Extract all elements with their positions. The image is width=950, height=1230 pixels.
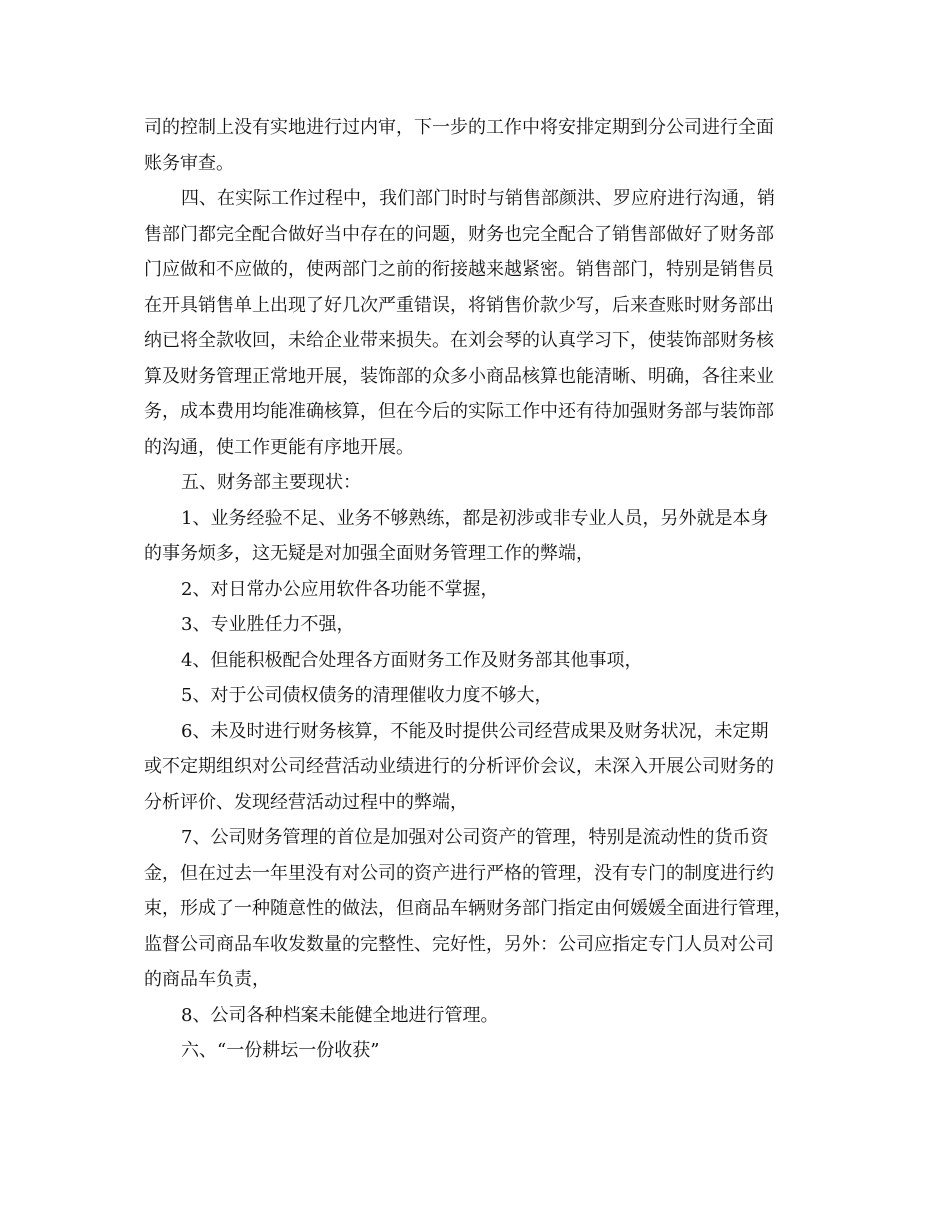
text-line: 2、对日常办公应用软件各功能不掌握， xyxy=(181,578,499,600)
text-line: 五、财务部主要现状： xyxy=(181,472,361,493)
text-line: 门应做和不应做的，使两部门之前的衔接越来越紧密。销售部门，特别是销售员 xyxy=(144,259,774,280)
text-line: 四、在实际工作过程中，我们部门时时与销售部颜洪、罗应府进行沟通，销 xyxy=(181,188,775,209)
text-line: 5、对于公司债权债务的清理催收力度不够大， xyxy=(181,685,553,706)
text-line: 3、专业胜任力不强， xyxy=(181,614,355,635)
text-line: 六、“一份耕坛一份收获” xyxy=(181,1040,380,1061)
text-line: 金，但在过去一年里没有对公司的资产进行严格的管理，没有专门的制度进行约 xyxy=(144,862,774,884)
text-line: 或不定期组织对公司经营活动业绩进行的分析评价会议，未深入开展公司财务的 xyxy=(144,756,774,777)
text-line: 1、业务经验不足、业务不够熟练，都是初涉或非专业人员，另外就是本身 xyxy=(181,507,769,529)
text-line: 的沟通，使工作更能有序地开展。 xyxy=(144,436,414,458)
text-line: 售部门都完全配合做好当中存在的问题，财务也完全配合了销售部做好了财务部 xyxy=(144,223,774,245)
text-line: 算及财务管理正常地开展，装饰部的众多小商品核算也能清晰、明确，各往来业 xyxy=(144,365,774,387)
text-line: 纳已将全款收回，未给企业带来损失。在刘会琴的认真学习下，使装饰部财务核 xyxy=(144,330,774,351)
text-line: 的商品车负责， xyxy=(144,969,270,990)
text-line: 的事务烦多，这无疑是对加强全面财务管理工作的弊端， xyxy=(144,543,594,564)
text-line: 束，形成了一种随意性的做法，但商品车辆财务部门指定由何媛媛全面进行管理， xyxy=(144,898,792,919)
text-line: 在开具销售单上出现了好几次严重错误，将销售价款少写，后来查账时财务部出 xyxy=(144,294,774,316)
text-line: 8、公司各种档案未能健全地进行管理。 xyxy=(181,1004,499,1026)
text-line: 7、公司财务管理的首位是加强对公司资产的管理，特别是流动性的货币资 xyxy=(181,827,769,848)
text-line: 账务审查。 xyxy=(144,152,234,174)
document-body xyxy=(144,110,808,1069)
text-line: 6、未及时进行财务核算，不能及时提供公司经营成果及财务状况，未定期 xyxy=(181,720,769,742)
text-line: 分析评价、发现经营活动过程中的弊端， xyxy=(144,791,468,813)
text-line: 司的控制上没有实地进行过内审，下一步的工作中将安排定期到分公司进行全面 xyxy=(144,117,774,138)
text-line: 4、但能积极配合处理各方面财务工作及财务部其他事项， xyxy=(181,649,643,671)
text-line: 务，成本费用均能准确核算，但在今后的实际工作中还有待加强财务部与装饰部 xyxy=(144,401,774,422)
text-line: 监督公司商品车收发数量的完整性、完好性，另外：公司应指定专门人员对公司 xyxy=(144,933,774,955)
